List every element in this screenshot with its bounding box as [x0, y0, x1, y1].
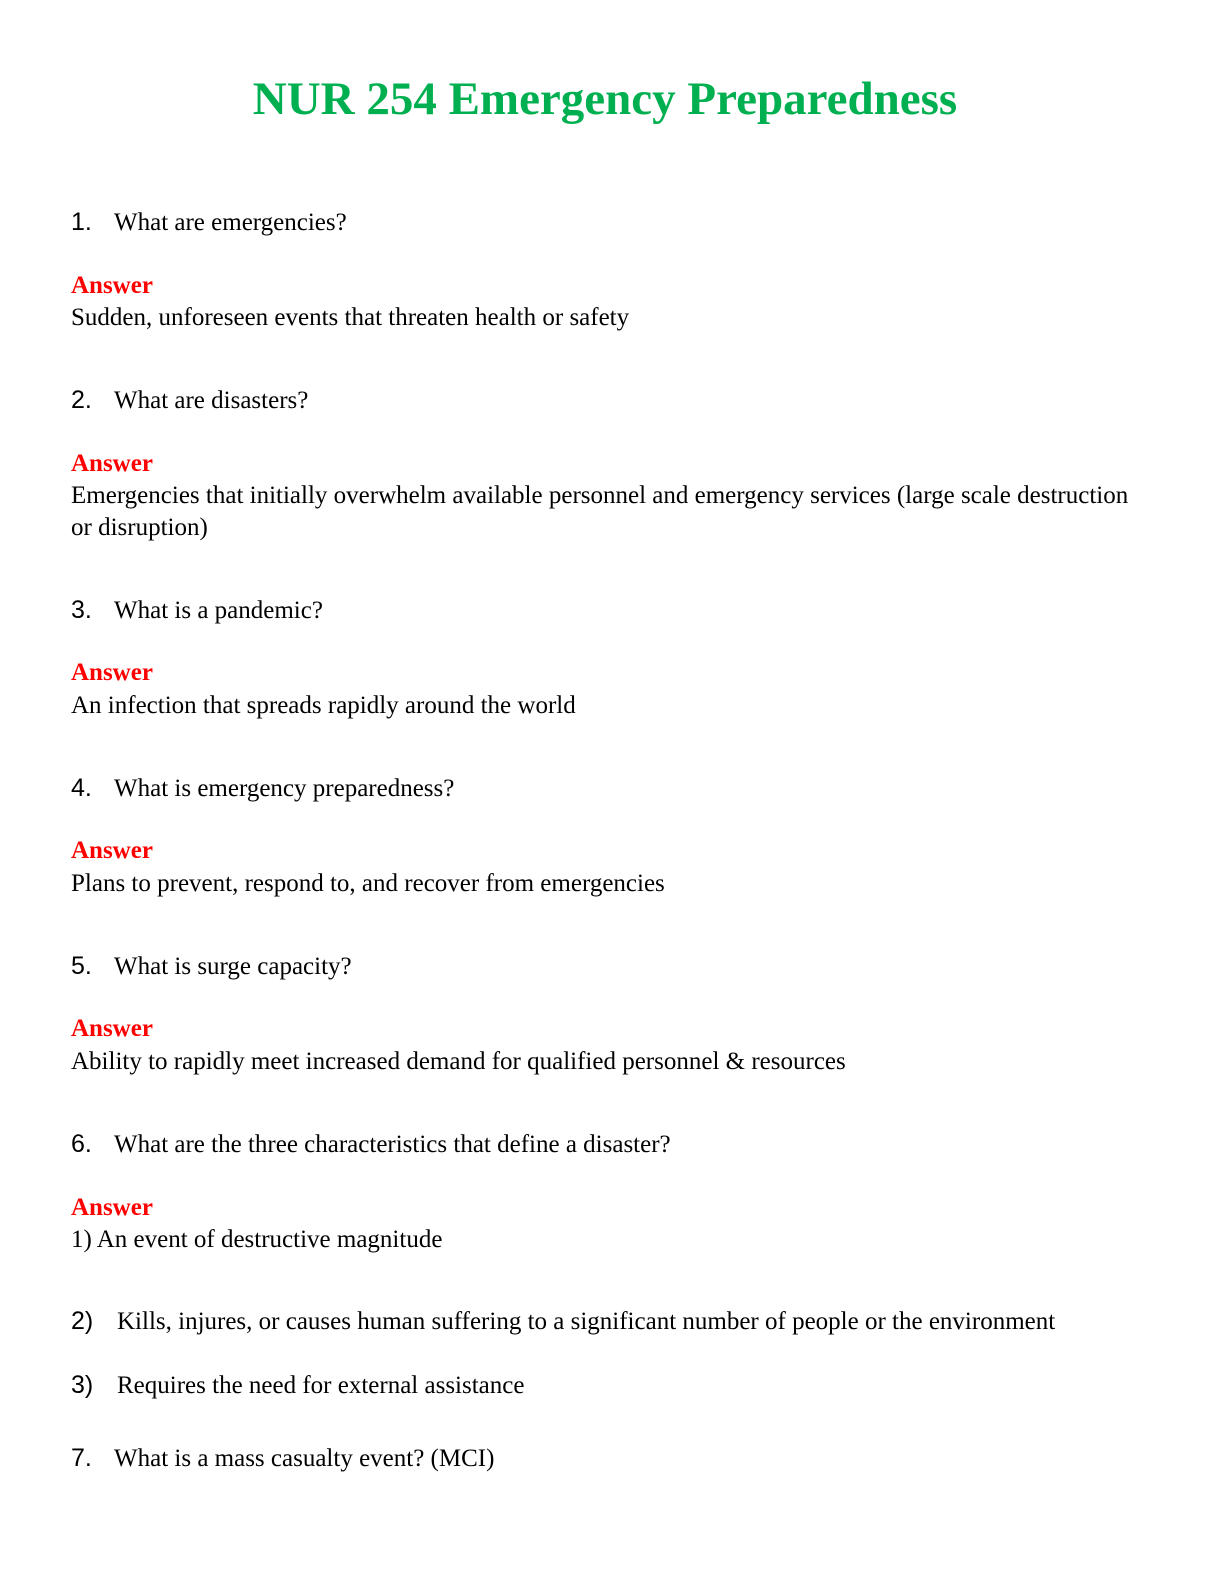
question-number: 6.	[71, 1130, 92, 1158]
characteristic-number: 3)	[71, 1371, 94, 1399]
question-number: 7.	[71, 1444, 92, 1472]
answer-text: Sudden, unforeseen events that threaten health or safety	[71, 304, 630, 331]
question-text: What are disasters?	[114, 387, 309, 414]
characteristic-number: 2)	[71, 1307, 94, 1335]
question-number: 4.	[71, 774, 92, 802]
question-text: What are the three characteristics that define a disaster?	[114, 1131, 671, 1158]
question-text: What is a pandemic?	[114, 597, 323, 624]
answer-label: Answer	[71, 1194, 153, 1221]
characteristic-text: Requires the need for external assistance	[117, 1372, 525, 1399]
answer-label: Answer	[71, 450, 153, 477]
characteristic-3	[71, 1370, 1131, 1401]
answer-text: An infection that spreads rapidly around the world	[71, 692, 576, 719]
question-number: 3.	[71, 596, 92, 624]
question-text: What is a mass casualty event? (MCI)	[114, 1445, 495, 1472]
answer-text: 1) An event of destructive magnitude	[71, 1226, 443, 1253]
question-text: What are emergencies?	[114, 209, 347, 236]
question-text: What is surge capacity?	[114, 953, 352, 980]
question-number: 5.	[71, 952, 92, 980]
question-1	[71, 205, 347, 240]
answer-label: Answer	[71, 837, 153, 864]
question-text: What is emergency preparedness?	[114, 775, 455, 802]
question-3	[71, 593, 323, 628]
question-2	[71, 383, 308, 418]
question-7	[71, 1441, 494, 1476]
page-title: NUR 254 Emergency Preparedness	[252, 73, 958, 125]
answer-text: Emergencies that initially overwhelm available personnel and emergency services (large scale destruction or disruption)	[71, 482, 1129, 541]
question-6	[71, 1127, 671, 1162]
question-number: 1.	[71, 208, 92, 236]
question-4	[71, 771, 454, 806]
characteristic-text: Kills, injures, or causes human suffering to a significant number of people or the environment	[117, 1308, 1056, 1335]
answer-text: Plans to prevent, respond to, and recover from emergencies	[71, 870, 665, 897]
characteristic-2	[71, 1306, 1131, 1337]
answer-label: Answer	[71, 659, 153, 686]
question-number: 2.	[71, 386, 92, 414]
answer-label: Answer	[71, 1015, 153, 1042]
question-5	[71, 949, 352, 984]
answer-text: Ability to rapidly meet increased demand for qualified personnel & resources	[71, 1048, 846, 1075]
answer-label: Answer	[71, 272, 153, 299]
